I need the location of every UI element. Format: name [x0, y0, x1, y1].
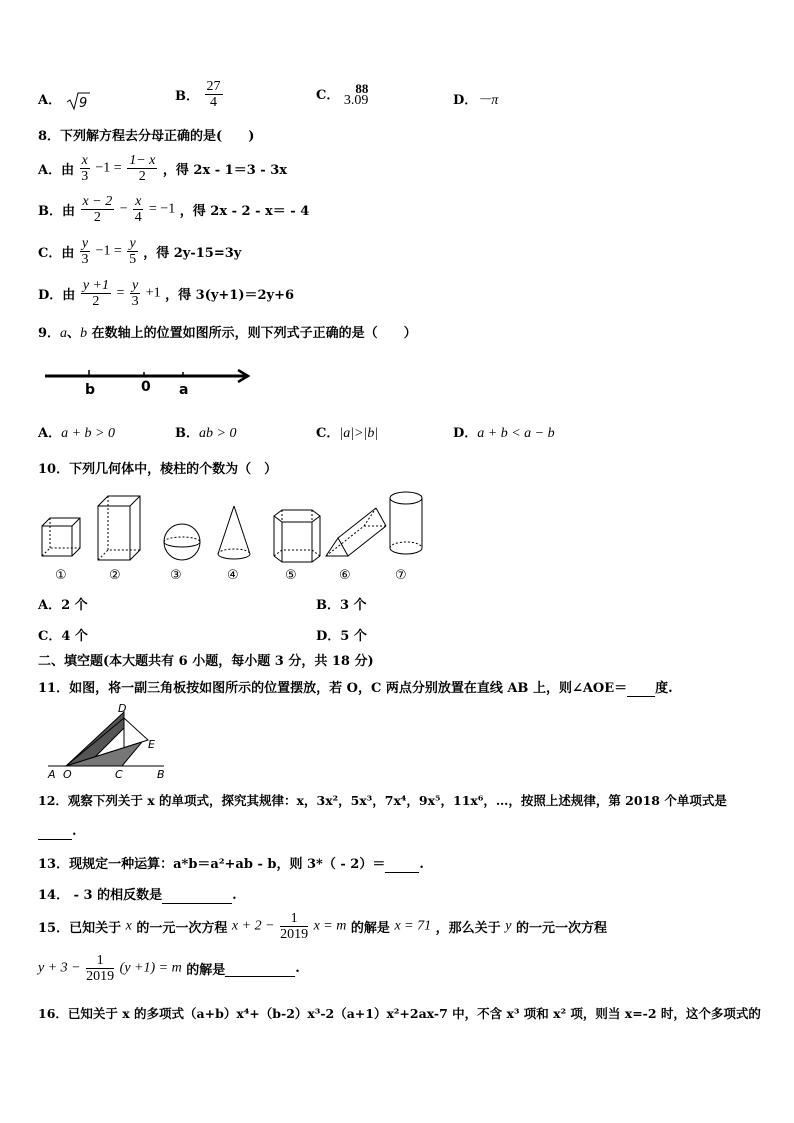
triangular-prism-shape [326, 508, 386, 556]
q7-option-c: C． 3.0 88 9 [316, 81, 369, 108]
label-c: C [115, 768, 123, 781]
cube-shape [42, 518, 80, 556]
triangle-set-figure [44, 700, 174, 782]
number-line [40, 362, 260, 402]
sqrt-expression [66, 91, 90, 111]
label-o: O [63, 768, 72, 781]
answer-blank[interactable] [38, 824, 72, 840]
solid-label-1: ① [55, 568, 67, 583]
axis-label-0: 0 [141, 379, 151, 395]
q8-option-c: C．由 $\frac{y}{3}$ −1 = $\frac{y}{5}$ ，得 2y-15=3y [38, 236, 242, 267]
solid-label-2: ② [109, 568, 121, 583]
q14-stem: 14． - 3 的相反数是 . [38, 888, 237, 903]
solid-label-5: ⑤ [285, 568, 297, 583]
q7-option-b: B． $\frac{27}{4}$ [175, 79, 221, 110]
q15-line2: y + 3 − $\frac{1}{2019}$ (y +1) = m 的解是 . [38, 953, 300, 984]
q9-option-b: B．ab > 0 [175, 426, 237, 441]
cylinder-shape [390, 492, 422, 554]
q7-option-d: D．－π [453, 93, 499, 108]
q10-option-b: B．3 个 [316, 598, 367, 613]
answer-blank[interactable] [162, 888, 232, 904]
q11-stem: 11．如图，将一副三角板按如图所示的位置摆放，若 O，C 两点分别放置在直线 AB 上，则∠AOE＝ 度. [38, 681, 673, 696]
label-e: E [148, 738, 155, 751]
solid-label-7: ⑦ [395, 568, 407, 583]
fraction-numerator: 27 [206, 79, 221, 94]
q10-option-c: C．4 个 [38, 629, 88, 644]
sphere-shape [164, 524, 200, 560]
label-b: B [157, 768, 165, 781]
q10-option-a: A．2 个 [38, 598, 88, 613]
q7-option-a: A． 9 [38, 89, 90, 111]
q8-option-b: B．由 $\frac{x - 2}{2}$ − $\frac{x}{4}$ = −1 ，得 2x - 2 - x＝ - 4 [38, 194, 310, 225]
solid-label-3: ③ [170, 568, 182, 583]
cuboid-shape [98, 496, 140, 560]
answer-blank[interactable] [627, 681, 655, 697]
q9-stem: 9．a、b 在数轴上的位置如图所示，则下列式子正确的是（ ） [38, 326, 417, 341]
answer-blank[interactable] [225, 961, 295, 977]
q16-stem: 16．已知关于 x 的多项式（a+b）x⁴+（b-2）x³-2（a+1）x²+2ax-7 中，不含 x³ 项和 x² 项，则当 x=-2 时，这个多项式的 [38, 1006, 761, 1021]
q9-option-d: D．a + b < a − b [453, 426, 555, 441]
q10-option-d: D．5 个 [316, 629, 367, 644]
axis-label-a: a [179, 382, 189, 398]
axis-label-b: b [85, 382, 96, 398]
q8-option-d: D．由 $\frac{y +1}{2}$ = $\frac{y}{3}$ +1 ，得 3(y+1)＝2y+6 [38, 278, 295, 309]
q10-stem: 10．下列几何体中，棱柱的个数为（ ） [38, 462, 278, 477]
solid-label-4: ④ [227, 568, 239, 583]
q13-stem: 13．现规定一种运算：a*b＝a²+ab - b，则 3*（ - 2）＝ . [38, 857, 424, 872]
label-a: A [48, 768, 56, 781]
q12-answer: . [38, 824, 77, 840]
solid-label-6: ⑥ [339, 568, 351, 583]
solids-figure [36, 486, 436, 584]
q15-line1: 15．已知关于 x 的一元一次方程 x + 2 − $\frac{1}{2019}$ x = m 的解是 x = 71 ，那么关于 y 的一元一次方程 [38, 911, 607, 942]
answer-blank[interactable] [385, 857, 419, 873]
repeat-dots: 88 [355, 81, 369, 96]
cone-shape [218, 506, 250, 559]
fraction-denominator: 4 [210, 95, 218, 110]
section-heading: 二、填空题(本大题共有 6 小题，每小题 3 分，共 18 分) [38, 654, 374, 669]
repeating-decimal: 3.0 88 9 [343, 81, 369, 108]
sqrt-radicand: 9 [78, 95, 87, 111]
hexagonal-prism-shape [274, 510, 320, 562]
q8-option-a: A．由 $\frac{x}{3}$ −1 = $\frac{1- x}{2}$ ，得 2x - 1＝3 - 3x [38, 153, 288, 184]
sqrt-icon [66, 91, 90, 111]
q12-stem: 12．观察下列关于 x 的单项式，探究其规律：x，3x²，5x³，7x⁴，9x⁵，11x⁶，…，按照上述规律，第 2018 个单项式是 [38, 793, 727, 808]
q8-stem: 8．下列解方程去分母正确的是( ) [38, 129, 255, 144]
label-d: D [118, 702, 127, 715]
q9-option-a: A．a + b > 0 [38, 426, 115, 441]
q9-option-c: C．|a|>|b| [316, 426, 379, 441]
